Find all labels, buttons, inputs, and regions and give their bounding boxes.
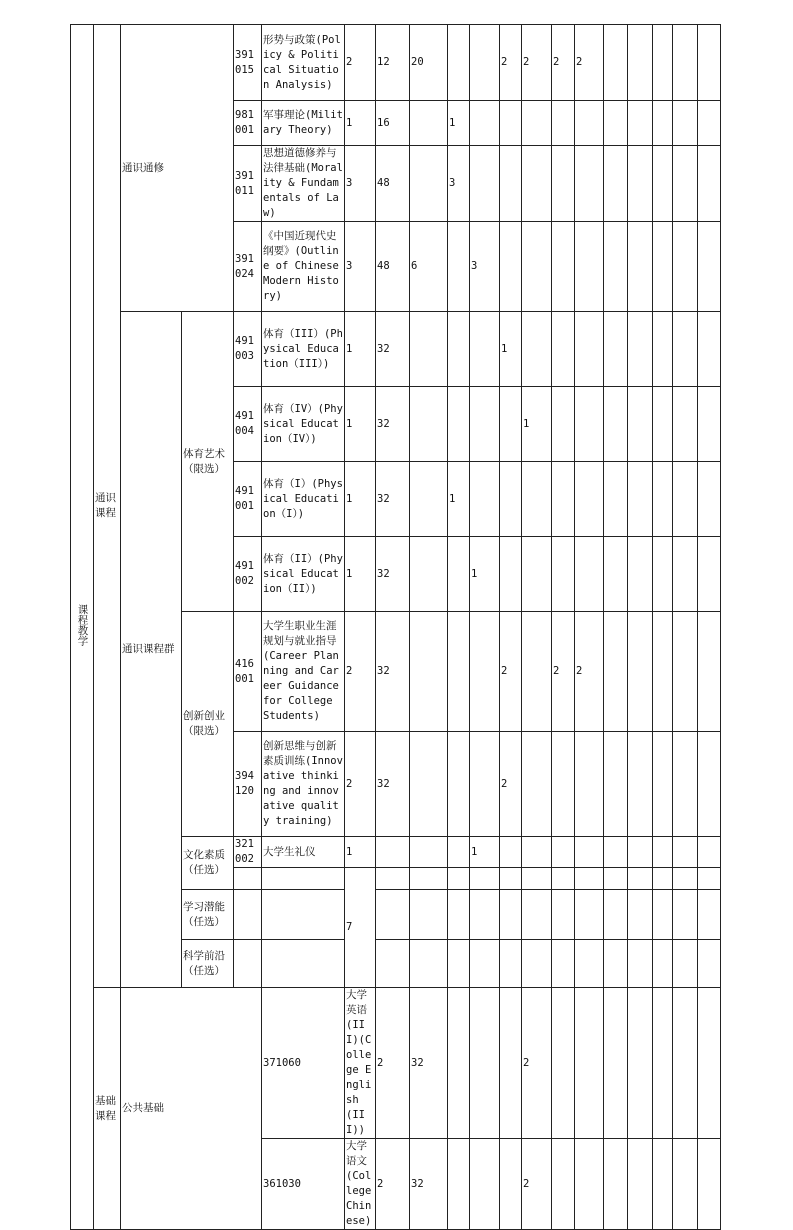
empty-cell bbox=[698, 732, 721, 837]
empty-cell bbox=[698, 868, 721, 890]
category-pe-arts-cell bbox=[182, 312, 234, 612]
empty-cell bbox=[673, 537, 698, 612]
empty-cell bbox=[376, 890, 410, 940]
course-credits: 2 bbox=[345, 25, 376, 101]
empty-cell bbox=[376, 868, 410, 890]
course-hours: 32 bbox=[410, 1139, 448, 1230]
empty-cell bbox=[604, 732, 628, 837]
course-name: 大学语文(College Chinese) bbox=[345, 1139, 376, 1230]
empty-cell bbox=[448, 868, 470, 890]
course-code: 491001 bbox=[234, 462, 262, 537]
category-basic-label: 基础课程 bbox=[95, 1094, 116, 1122]
course-s6 bbox=[575, 146, 604, 222]
empty-cell bbox=[604, 312, 628, 387]
course-s5: 2 bbox=[552, 25, 575, 101]
course-s3 bbox=[500, 537, 522, 612]
empty-cell bbox=[698, 387, 721, 462]
empty-cell bbox=[673, 890, 698, 940]
course-code: 491002 bbox=[234, 537, 262, 612]
course-credits: 3 bbox=[345, 146, 376, 222]
empty-cell bbox=[500, 940, 522, 988]
course-name: 体育（II）(Physical Education（II）) bbox=[262, 537, 345, 612]
empty-cell bbox=[522, 890, 552, 940]
course-s3 bbox=[500, 146, 522, 222]
course-credits: 1 bbox=[345, 837, 376, 868]
course-s1 bbox=[448, 25, 470, 101]
empty-cell bbox=[653, 537, 673, 612]
category-culture-label: 文化素质（任选） bbox=[183, 849, 225, 876]
empty-cell bbox=[604, 462, 628, 537]
empty-cell bbox=[653, 988, 673, 1139]
course-s5 bbox=[552, 312, 575, 387]
course-practice bbox=[410, 537, 448, 612]
course-s4 bbox=[522, 101, 552, 146]
course-s2 bbox=[470, 612, 500, 732]
empty-cell bbox=[604, 387, 628, 462]
course-s3: 2 bbox=[500, 25, 522, 101]
category-innovation-label: 创新创业（限选） bbox=[183, 710, 225, 737]
course-s1 bbox=[448, 612, 470, 732]
empty-cell bbox=[653, 837, 673, 868]
course-credits: 3 bbox=[345, 222, 376, 312]
course-credits: 1 bbox=[345, 101, 376, 146]
category-learning-cell bbox=[182, 890, 234, 940]
course-practice bbox=[410, 732, 448, 837]
empty-cell bbox=[448, 890, 470, 940]
course-hours: 48 bbox=[376, 146, 410, 222]
empty-cell bbox=[628, 612, 653, 732]
category-general-required-cell bbox=[121, 25, 234, 312]
course-hours: 32 bbox=[376, 387, 410, 462]
empty-cell bbox=[673, 732, 698, 837]
empty-cell bbox=[575, 868, 604, 890]
course-s1 bbox=[448, 732, 470, 837]
course-s3: 2 bbox=[522, 988, 552, 1139]
category-culture-cell bbox=[182, 837, 234, 890]
shared-credit-value: 7 bbox=[346, 921, 353, 933]
empty-cell bbox=[628, 101, 653, 146]
empty-cell bbox=[698, 612, 721, 732]
empty-cell bbox=[673, 868, 698, 890]
course-s4 bbox=[522, 462, 552, 537]
empty-cell bbox=[522, 868, 552, 890]
course-s5 bbox=[552, 537, 575, 612]
empty-cell bbox=[628, 462, 653, 537]
empty-cell bbox=[410, 890, 448, 940]
course-practice bbox=[448, 1139, 470, 1230]
empty-cell bbox=[604, 537, 628, 612]
empty-cell bbox=[698, 988, 721, 1139]
course-hours: 12 bbox=[376, 25, 410, 101]
course-s3: 1 bbox=[500, 312, 522, 387]
empty-cell bbox=[628, 146, 653, 222]
course-s3 bbox=[500, 462, 522, 537]
course-name: 思想道德修养与法律基础(Morality & Fundamentals of Law) bbox=[262, 146, 345, 222]
table-row bbox=[71, 25, 721, 101]
shared-credit-cell bbox=[345, 868, 376, 988]
course-s2: 1 bbox=[470, 537, 500, 612]
empty-cell bbox=[628, 537, 653, 612]
empty-cell bbox=[653, 312, 673, 387]
course-name: 大学生礼仪 bbox=[262, 837, 345, 868]
course-s1 bbox=[448, 387, 470, 462]
course-credits: 2 bbox=[345, 612, 376, 732]
empty-cell bbox=[552, 890, 575, 940]
course-s1 bbox=[470, 1139, 500, 1230]
empty-cell bbox=[673, 988, 698, 1139]
empty-cell bbox=[604, 146, 628, 222]
course-credits: 2 bbox=[376, 988, 410, 1139]
course-s2 bbox=[470, 462, 500, 537]
course-s3: 2 bbox=[500, 732, 522, 837]
course-hours: 32 bbox=[376, 312, 410, 387]
empty-cell bbox=[628, 890, 653, 940]
empty-cell bbox=[698, 890, 721, 940]
empty-cell bbox=[522, 940, 552, 988]
course-s5 bbox=[552, 387, 575, 462]
course-s6 bbox=[575, 732, 604, 837]
course-name: 大学英语 (III)(College English (III)) bbox=[345, 988, 376, 1139]
empty-cell bbox=[673, 146, 698, 222]
empty-cell bbox=[628, 732, 653, 837]
category-general-group-label: 通识课程群 bbox=[122, 643, 175, 655]
empty-cell bbox=[262, 890, 345, 940]
course-s5 bbox=[575, 988, 604, 1139]
empty-cell bbox=[698, 537, 721, 612]
course-s4 bbox=[552, 1139, 575, 1230]
course-credits: 1 bbox=[345, 387, 376, 462]
table-row bbox=[71, 988, 721, 1139]
category-general-label: 通识课程 bbox=[95, 492, 116, 519]
empty-cell bbox=[500, 890, 522, 940]
course-credits: 1 bbox=[345, 537, 376, 612]
empty-cell bbox=[653, 387, 673, 462]
course-s5 bbox=[552, 732, 575, 837]
course-s3 bbox=[500, 387, 522, 462]
empty-cell bbox=[234, 868, 262, 890]
course-s4 bbox=[522, 146, 552, 222]
course-hours: 32 bbox=[410, 988, 448, 1139]
empty-cell bbox=[653, 940, 673, 988]
course-name: 体育（IV）(Physical Education（IV）) bbox=[262, 387, 345, 462]
course-s4 bbox=[522, 732, 552, 837]
course-s4 bbox=[552, 988, 575, 1139]
course-hours: 32 bbox=[376, 462, 410, 537]
course-s4: 1 bbox=[522, 387, 552, 462]
empty-cell bbox=[410, 868, 448, 890]
empty-cell bbox=[653, 101, 673, 146]
empty-cell bbox=[604, 890, 628, 940]
empty-cell bbox=[234, 890, 262, 940]
course-s1 bbox=[448, 837, 470, 868]
empty-cell bbox=[500, 868, 522, 890]
course-practice bbox=[410, 146, 448, 222]
category-public-basic-label: 公共基础 bbox=[122, 1102, 164, 1114]
course-name: 《中国近现代史纲要》(Outline of Chinese Modern History) bbox=[262, 222, 345, 312]
empty-cell bbox=[604, 837, 628, 868]
empty-cell bbox=[653, 868, 673, 890]
course-s5 bbox=[552, 222, 575, 312]
course-s2: 1 bbox=[470, 837, 500, 868]
course-hours: 32 bbox=[376, 732, 410, 837]
category-general-group-cell bbox=[121, 312, 182, 988]
course-hours: 32 bbox=[376, 537, 410, 612]
empty-cell bbox=[653, 462, 673, 537]
empty-cell bbox=[262, 868, 345, 890]
course-s5 bbox=[575, 1139, 604, 1230]
course-s3: 2 bbox=[522, 1139, 552, 1230]
empty-cell bbox=[698, 312, 721, 387]
curriculum-table bbox=[70, 24, 721, 1230]
course-s6 bbox=[575, 837, 604, 868]
empty-cell bbox=[628, 222, 653, 312]
course-code: 491004 bbox=[234, 387, 262, 462]
empty-cell bbox=[698, 101, 721, 146]
course-s6 bbox=[604, 988, 628, 1139]
empty-cell bbox=[552, 940, 575, 988]
course-s1 bbox=[448, 537, 470, 612]
empty-cell bbox=[376, 940, 410, 988]
course-credits: 1 bbox=[345, 462, 376, 537]
course-hours bbox=[376, 837, 410, 868]
empty-cell bbox=[575, 940, 604, 988]
category-basic-cell bbox=[94, 988, 121, 1230]
course-credits: 2 bbox=[345, 732, 376, 837]
empty-cell bbox=[604, 101, 628, 146]
empty-cell bbox=[653, 25, 673, 101]
course-code: 981001 bbox=[234, 101, 262, 146]
category-level1-cell bbox=[71, 25, 94, 1230]
empty-cell bbox=[470, 890, 500, 940]
empty-cell bbox=[234, 940, 262, 988]
empty-cell bbox=[673, 101, 698, 146]
empty-cell bbox=[552, 868, 575, 890]
empty-cell bbox=[628, 387, 653, 462]
empty-cell bbox=[604, 612, 628, 732]
empty-cell bbox=[673, 612, 698, 732]
course-s2 bbox=[500, 1139, 522, 1230]
category-general-cell bbox=[94, 25, 121, 988]
course-hours: 32 bbox=[376, 612, 410, 732]
course-s1 bbox=[448, 222, 470, 312]
course-s1 bbox=[448, 312, 470, 387]
course-s5 bbox=[552, 101, 575, 146]
category-level1-label: 课程教学 bbox=[76, 603, 89, 646]
empty-cell bbox=[698, 222, 721, 312]
category-innovation-cell bbox=[182, 612, 234, 837]
course-s1: 1 bbox=[448, 462, 470, 537]
course-s2 bbox=[470, 101, 500, 146]
course-s2 bbox=[470, 25, 500, 101]
empty-cell bbox=[673, 940, 698, 988]
empty-cell bbox=[262, 940, 345, 988]
course-s2 bbox=[470, 312, 500, 387]
course-s6: 2 bbox=[575, 612, 604, 732]
course-s1: 1 bbox=[448, 101, 470, 146]
course-code: 394120 bbox=[234, 732, 262, 837]
course-code: 361030 bbox=[262, 1139, 345, 1230]
empty-cell bbox=[604, 940, 628, 988]
empty-cell bbox=[653, 222, 673, 312]
course-s5 bbox=[552, 462, 575, 537]
course-hours: 48 bbox=[376, 222, 410, 312]
empty-cell bbox=[653, 1139, 673, 1230]
empty-cell bbox=[673, 837, 698, 868]
empty-cell bbox=[448, 940, 470, 988]
course-practice bbox=[410, 387, 448, 462]
course-s2 bbox=[470, 732, 500, 837]
empty-cell bbox=[673, 312, 698, 387]
category-general-required-label: 通识通修 bbox=[122, 161, 164, 174]
empty-cell bbox=[673, 387, 698, 462]
empty-cell bbox=[698, 940, 721, 988]
course-name: 大学生职业生涯规划与就业指导(Career Planning and Career Guidance for College Students) bbox=[262, 612, 345, 732]
empty-cell bbox=[470, 940, 500, 988]
course-s3 bbox=[500, 222, 522, 312]
empty-cell bbox=[698, 837, 721, 868]
empty-cell bbox=[628, 312, 653, 387]
empty-cell bbox=[628, 837, 653, 868]
course-name: 创新思维与创新素质训练(Innovative thinking and innovative quality training) bbox=[262, 732, 345, 837]
course-s6 bbox=[575, 387, 604, 462]
empty-cell bbox=[628, 868, 653, 890]
course-s2 bbox=[470, 387, 500, 462]
course-s5 bbox=[552, 146, 575, 222]
course-code: 391024 bbox=[234, 222, 262, 312]
category-science-label: 科学前沿（任选） bbox=[183, 949, 225, 977]
empty-cell bbox=[698, 1139, 721, 1230]
course-s3 bbox=[500, 837, 522, 868]
empty-cell bbox=[698, 146, 721, 222]
course-s6 bbox=[604, 1139, 628, 1230]
empty-cell bbox=[575, 890, 604, 940]
course-practice bbox=[410, 837, 448, 868]
course-name: 体育（III）(Physical Education（III）) bbox=[262, 312, 345, 387]
course-code: 491003 bbox=[234, 312, 262, 387]
course-s4: 2 bbox=[522, 25, 552, 101]
course-s2 bbox=[500, 988, 522, 1139]
course-credits: 1 bbox=[345, 312, 376, 387]
empty-cell bbox=[653, 146, 673, 222]
empty-cell bbox=[673, 25, 698, 101]
course-s3: 2 bbox=[500, 612, 522, 732]
course-practice bbox=[410, 612, 448, 732]
course-practice bbox=[410, 312, 448, 387]
category-pe-arts-label: 体育艺术（限选） bbox=[183, 447, 225, 475]
category-science-cell bbox=[182, 940, 234, 988]
empty-cell bbox=[698, 25, 721, 101]
course-s2: 3 bbox=[470, 222, 500, 312]
course-s2 bbox=[470, 146, 500, 222]
course-s6 bbox=[575, 537, 604, 612]
course-name: 军事理论(Military Theory) bbox=[262, 101, 345, 146]
course-s4 bbox=[522, 837, 552, 868]
empty-cell bbox=[653, 732, 673, 837]
course-practice bbox=[410, 462, 448, 537]
course-credits: 2 bbox=[376, 1139, 410, 1230]
empty-cell bbox=[628, 988, 653, 1139]
course-s6: 2 bbox=[575, 25, 604, 101]
course-s4 bbox=[522, 222, 552, 312]
empty-cell bbox=[628, 940, 653, 988]
course-s4 bbox=[522, 312, 552, 387]
table-row bbox=[71, 312, 721, 387]
course-s5: 2 bbox=[552, 612, 575, 732]
category-learning-label: 学习潜能（任选） bbox=[183, 900, 225, 928]
course-code: 391011 bbox=[234, 146, 262, 222]
course-s6 bbox=[575, 101, 604, 146]
course-name: 体育（I）(Physical Education（I）) bbox=[262, 462, 345, 537]
course-code: 416001 bbox=[234, 612, 262, 732]
empty-cell bbox=[673, 462, 698, 537]
empty-cell bbox=[698, 462, 721, 537]
empty-cell bbox=[410, 940, 448, 988]
category-public-basic-cell bbox=[121, 988, 262, 1230]
course-s6 bbox=[575, 462, 604, 537]
course-s5 bbox=[552, 837, 575, 868]
empty-cell bbox=[604, 222, 628, 312]
course-practice: 6 bbox=[410, 222, 448, 312]
course-code: 321002 bbox=[234, 837, 262, 868]
empty-cell bbox=[628, 25, 653, 101]
empty-cell bbox=[628, 1139, 653, 1230]
empty-cell bbox=[673, 222, 698, 312]
course-s4 bbox=[522, 537, 552, 612]
course-s6 bbox=[575, 222, 604, 312]
course-s3 bbox=[500, 101, 522, 146]
course-hours: 16 bbox=[376, 101, 410, 146]
course-s1: 3 bbox=[448, 146, 470, 222]
course-s6 bbox=[575, 312, 604, 387]
course-practice bbox=[448, 988, 470, 1139]
course-code: 391015 bbox=[234, 25, 262, 101]
course-s4 bbox=[522, 612, 552, 732]
course-name: 形势与政策(Policy & Political Situation Analysis) bbox=[262, 25, 345, 101]
empty-cell bbox=[604, 868, 628, 890]
course-practice: 20 bbox=[410, 25, 448, 101]
empty-cell bbox=[673, 1139, 698, 1230]
course-practice bbox=[410, 101, 448, 146]
empty-cell bbox=[470, 868, 500, 890]
empty-cell bbox=[653, 890, 673, 940]
course-code: 371060 bbox=[262, 988, 345, 1139]
course-s1 bbox=[470, 988, 500, 1139]
empty-cell bbox=[653, 612, 673, 732]
empty-cell bbox=[604, 25, 628, 101]
